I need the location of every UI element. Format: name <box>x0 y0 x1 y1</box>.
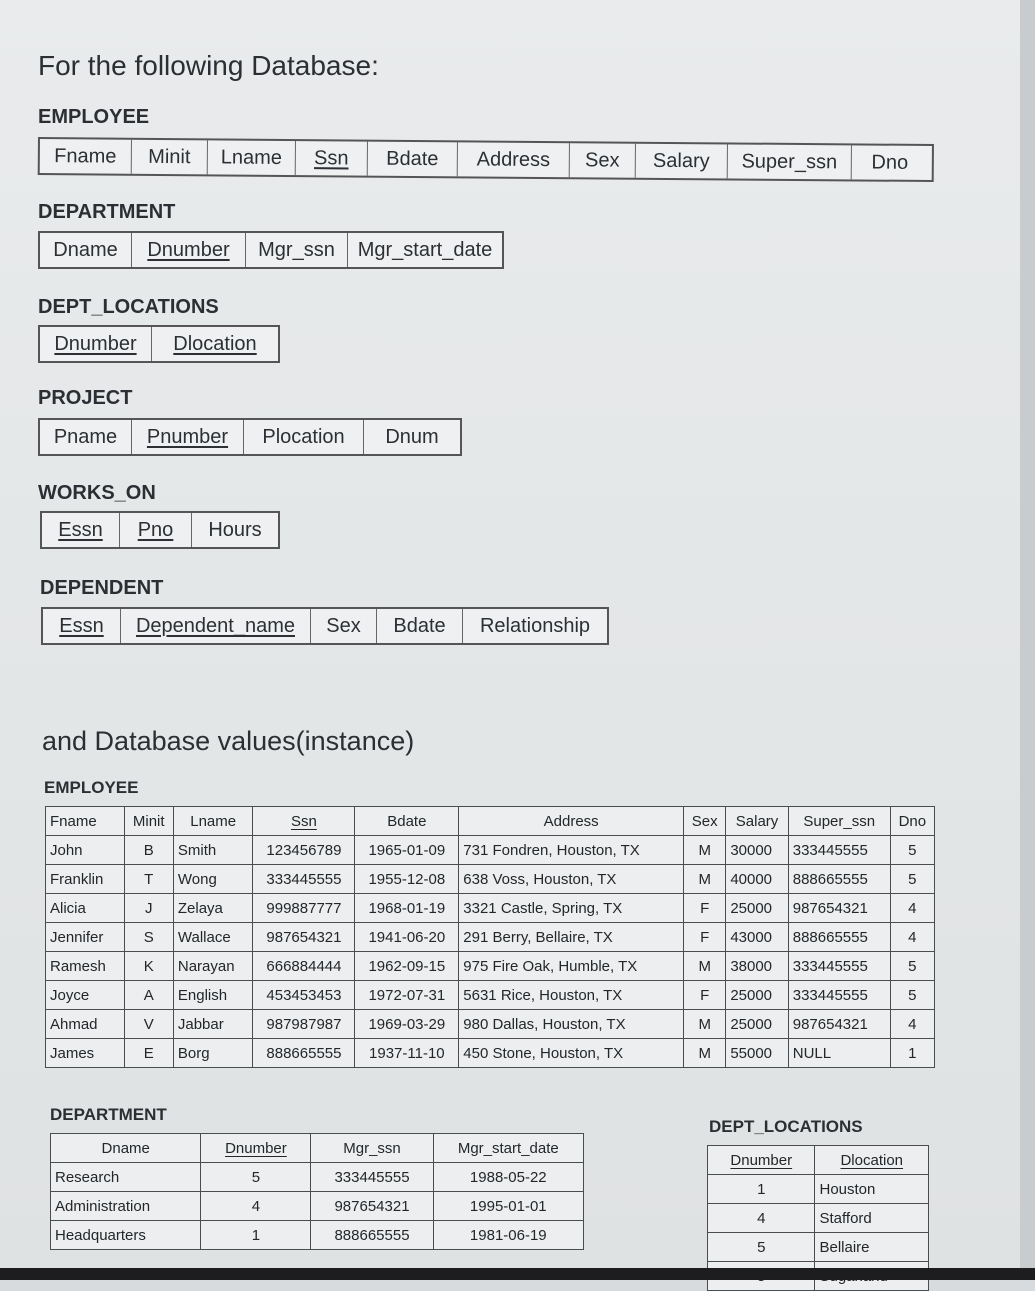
table-cell: 1981-06-19 <box>433 1221 583 1250</box>
table-cell: F <box>684 981 726 1010</box>
column-header: Dnumber <box>708 1146 815 1175</box>
monitor-bezel <box>0 1268 1035 1280</box>
schema-attr-key: Pnumber <box>132 420 244 454</box>
table-cell: 888665555 <box>311 1221 433 1250</box>
table-cell: 38000 <box>726 952 788 981</box>
table-cell: 25000 <box>726 894 788 923</box>
schema-attr-key: Dlocation <box>173 332 257 355</box>
schema-attr-key: Dnumber <box>132 233 246 267</box>
table-cell: 291 Berry, Bellaire, TX <box>459 923 684 952</box>
schema-attr: Relationship <box>479 614 591 637</box>
schema-title-employee: EMPLOYEE <box>38 106 150 128</box>
schema-attr: Hours <box>208 518 262 541</box>
table-cell: Wong <box>173 865 253 894</box>
table-cell: 4 <box>708 1204 815 1233</box>
table-cell: Franklin <box>46 865 125 894</box>
table-cell: Joyce <box>46 981 125 1010</box>
table-cell: 1941-06-20 <box>355 923 459 952</box>
column-header: Minit <box>124 807 173 836</box>
table-cell: 1955-12-08 <box>355 865 459 894</box>
employee-table <box>45 806 935 1068</box>
table-cell: English <box>173 981 253 1010</box>
table-row <box>46 894 935 923</box>
page-heading: For the following Database: <box>38 50 379 81</box>
table-header-row <box>708 1146 929 1175</box>
table-cell: 1968-01-19 <box>355 894 459 923</box>
table-cell: 888665555 <box>788 923 890 952</box>
column-header: Dno <box>890 807 934 836</box>
table-cell: 1995-01-01 <box>433 1192 583 1221</box>
table-cell: S <box>124 923 173 952</box>
table-cell: 1988-05-22 <box>433 1163 583 1192</box>
table-cell: 5 <box>708 1233 815 1262</box>
schema-attr: Sex <box>311 609 377 643</box>
table-cell: 1972-07-31 <box>355 981 459 1010</box>
table-cell: Stafford <box>815 1204 929 1233</box>
table-cell: 987654321 <box>311 1192 433 1221</box>
table-cell: 987654321 <box>788 894 890 923</box>
schema-attr-key: Ssn <box>296 141 368 176</box>
table-cell: Ahmad <box>46 1010 125 1039</box>
table-cell: M <box>684 836 726 865</box>
table-row <box>708 1204 929 1233</box>
table-cell: 1969-03-29 <box>355 1010 459 1039</box>
table-cell: 450 Stone, Houston, TX <box>459 1039 684 1068</box>
table-cell: 5631 Rice, Houston, TX <box>459 981 684 1010</box>
schema-attr: Dno <box>871 151 909 174</box>
table-cell: K <box>124 952 173 981</box>
department-table-title: DEPARTMENT <box>50 1105 167 1124</box>
table-cell: 1937-11-10 <box>355 1039 459 1068</box>
schema-attr-key: Pno <box>120 513 192 547</box>
table-cell: 888665555 <box>253 1039 355 1068</box>
schema-works-on <box>40 511 280 549</box>
table-cell: 5 <box>890 865 934 894</box>
column-header: Fname <box>46 807 125 836</box>
schema-attr: Bdate <box>377 609 463 643</box>
table-cell: 333445555 <box>788 952 890 981</box>
table-cell: James <box>46 1039 125 1068</box>
table-cell: 123456789 <box>253 836 355 865</box>
monitor-edge <box>1020 0 1035 1268</box>
table-cell: Smith <box>173 836 253 865</box>
table-row <box>51 1221 584 1250</box>
table-cell: M <box>684 1039 726 1068</box>
schema-title-department: DEPARTMENT <box>38 201 176 223</box>
table-cell: 980 Dallas, Houston, TX <box>459 1010 684 1039</box>
table-cell: 1965-01-09 <box>355 836 459 865</box>
table-cell: 43000 <box>726 923 788 952</box>
department-table <box>50 1133 584 1250</box>
table-cell: 638 Voss, Houston, TX <box>459 865 684 894</box>
schema-attr: Mgr_ssn <box>246 233 348 267</box>
schema-attr: Super_ssn <box>728 144 852 179</box>
schema-attr: Dnum <box>385 425 439 448</box>
schema-title-dependent: DEPENDENT <box>40 577 164 599</box>
table-cell: F <box>684 923 726 952</box>
table-cell: Houston <box>815 1175 929 1204</box>
table-cell: 1 <box>708 1175 815 1204</box>
table-cell: Narayan <box>173 952 253 981</box>
table-cell: NULL <box>788 1039 890 1068</box>
table-row <box>46 952 935 981</box>
table-cell: Alicia <box>46 894 125 923</box>
schema-attr-key: Dnumber <box>40 327 152 361</box>
schema-attr: Dname <box>40 233 132 267</box>
schema-employee <box>38 137 934 182</box>
column-header: Lname <box>173 807 253 836</box>
table-cell: 987654321 <box>253 923 355 952</box>
table-header-row <box>46 807 935 836</box>
table-cell: 987987987 <box>253 1010 355 1039</box>
schema-attr: Minit <box>132 140 208 175</box>
table-cell: Headquarters <box>51 1221 201 1250</box>
schema-attr: Fname <box>40 139 132 174</box>
table-header-row <box>51 1134 584 1163</box>
table-cell: Jabbar <box>173 1010 253 1039</box>
column-header: Ssn <box>253 807 355 836</box>
schema-dependent <box>41 607 609 645</box>
table-cell: 40000 <box>726 865 788 894</box>
table-cell: J <box>124 894 173 923</box>
table-cell: 888665555 <box>788 865 890 894</box>
table-cell: 333445555 <box>788 836 890 865</box>
table-cell: Research <box>51 1163 201 1192</box>
schema-attr: Salary <box>636 144 728 179</box>
schema-attr: Address <box>458 142 570 177</box>
column-header: Mgr_start_date <box>433 1134 583 1163</box>
dept-locations-table-title: DEPT_LOCATIONS <box>709 1117 863 1136</box>
table-cell: Zelaya <box>173 894 253 923</box>
table-cell: 333445555 <box>788 981 890 1010</box>
table-cell: 30000 <box>726 836 788 865</box>
schema-dept-locations <box>38 325 280 363</box>
table-cell: 333445555 <box>311 1163 433 1192</box>
table-cell: Borg <box>173 1039 253 1068</box>
table-cell: 4 <box>890 1010 934 1039</box>
table-cell: 666884444 <box>253 952 355 981</box>
table-cell: A <box>124 981 173 1010</box>
table-cell: John <box>46 836 125 865</box>
column-header: Salary <box>726 807 788 836</box>
employee-table-title: EMPLOYEE <box>44 778 139 797</box>
schema-title-works-on: WORKS_ON <box>38 482 156 504</box>
table-row <box>708 1175 929 1204</box>
column-header: Dlocation <box>815 1146 929 1175</box>
table-cell: 5 <box>890 981 934 1010</box>
schema-title-dept-locations: DEPT_LOCATIONS <box>38 296 219 318</box>
schema-title-project: PROJECT <box>38 387 133 409</box>
table-row <box>46 923 935 952</box>
instance-heading: and Database values(instance) <box>42 726 415 756</box>
table-row <box>46 836 935 865</box>
table-cell: Jennifer <box>46 923 125 952</box>
table-cell: 55000 <box>726 1039 788 1068</box>
table-cell: M <box>684 952 726 981</box>
column-header: Sex <box>684 807 726 836</box>
column-header: Dname <box>51 1134 201 1163</box>
table-cell: 1962-09-15 <box>355 952 459 981</box>
table-cell: 5 <box>890 836 934 865</box>
table-row <box>51 1163 584 1192</box>
schema-attr-key: Dependent_name <box>121 609 311 643</box>
column-header: Address <box>459 807 684 836</box>
schema-attr-key: Essn <box>42 513 120 547</box>
table-cell: Ramesh <box>46 952 125 981</box>
table-row <box>46 1010 935 1039</box>
table-cell: 5 <box>890 952 934 981</box>
schema-attr: Mgr_start_date <box>357 238 493 261</box>
schema-attr: Lname <box>208 140 296 175</box>
column-header: Super_ssn <box>788 807 890 836</box>
table-cell: 5 <box>201 1163 311 1192</box>
schema-attr: Sex <box>570 143 636 178</box>
table-cell: Wallace <box>173 923 253 952</box>
schema-attr: Plocation <box>244 420 364 454</box>
table-cell: 25000 <box>726 1010 788 1039</box>
schema-attr-key: Essn <box>43 609 121 643</box>
table-cell: F <box>684 894 726 923</box>
table-cell: 4 <box>201 1192 311 1221</box>
table-cell: E <box>124 1039 173 1068</box>
table-cell: Administration <box>51 1192 201 1221</box>
table-row <box>46 981 935 1010</box>
table-cell: 1 <box>890 1039 934 1068</box>
column-header: Mgr_ssn <box>311 1134 433 1163</box>
table-cell: 333445555 <box>253 865 355 894</box>
table-cell: Bellaire <box>815 1233 929 1262</box>
table-cell: V <box>124 1010 173 1039</box>
table-cell: 4 <box>890 923 934 952</box>
table-row <box>46 865 935 894</box>
table-row <box>708 1233 929 1262</box>
schema-attr: Pname <box>40 420 132 454</box>
table-cell: 731 Fondren, Houston, TX <box>459 836 684 865</box>
table-cell: B <box>124 836 173 865</box>
table-cell: M <box>684 865 726 894</box>
table-cell: 987654321 <box>788 1010 890 1039</box>
table-cell: 25000 <box>726 981 788 1010</box>
table-cell: 975 Fire Oak, Humble, TX <box>459 952 684 981</box>
column-header: Bdate <box>355 807 459 836</box>
table-cell: 1 <box>201 1221 311 1250</box>
table-cell: 3321 Castle, Spring, TX <box>459 894 684 923</box>
table-cell: M <box>684 1010 726 1039</box>
table-row <box>46 1039 935 1068</box>
table-row <box>51 1192 584 1221</box>
table-cell: T <box>124 865 173 894</box>
table-cell: 999887777 <box>253 894 355 923</box>
schema-attr: Bdate <box>368 142 458 177</box>
schema-project <box>38 418 462 456</box>
schema-department <box>38 231 504 269</box>
table-cell: 453453453 <box>253 981 355 1010</box>
column-header: Dnumber <box>201 1134 311 1163</box>
table-cell: 4 <box>890 894 934 923</box>
